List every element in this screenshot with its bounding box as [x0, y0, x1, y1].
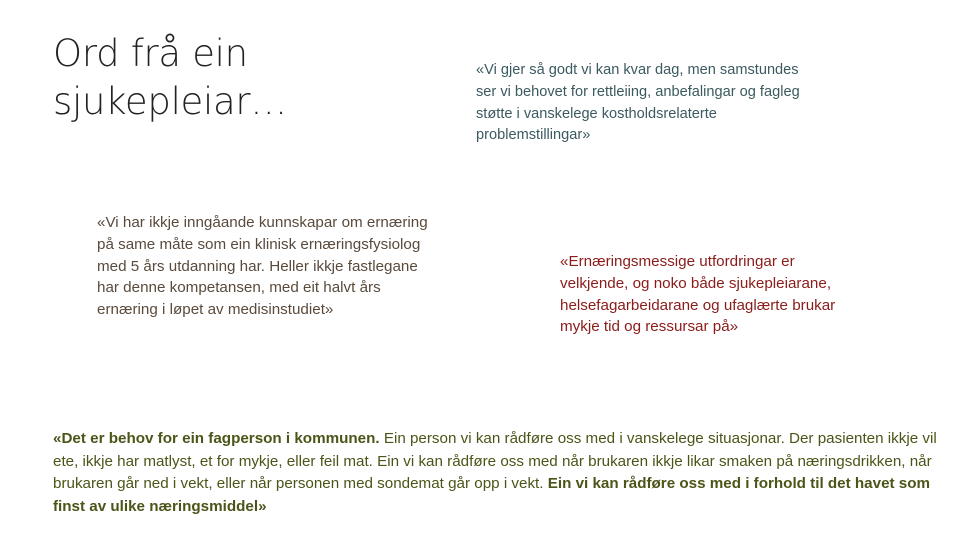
quote-bottom [53, 428, 943, 518]
quote-bottom-bold-end: Ein vi kan rådføre oss med i forhold til det havet som finst av ulike næringsmiddel» [53, 475, 931, 515]
quote-right: «Ernæringsmessige utfordringar er velkjende, og noko både sjukepleiarane, helsefagarbeidarane og ufaglærte brukar mykje tid og ressursar på» [560, 253, 836, 336]
quote-left: «Vi har ikkje inngåande kunnskapar om ernæring på same måte som ein klinisk ernæringsfysiolog med 5 års utdanning har. Heller ikkje fastlegane har denne kompetansen, med eit halvt års ernæring i løpet av medisinstudiet» [97, 214, 428, 319]
slide-title: Ord frå ein sjukepleiar… [53, 32, 287, 123]
quote-top-right: «Vi gjer så godt vi kan kvar dag, men samstundes ser vi behovet for rettleiing, anbefalingar og fagleg støtte i vanskelege kostholdsrelaterte problemstillingar» [476, 62, 800, 144]
quote-bottom-middle: Ein person vi kan rådføre oss med i vanskelege situasjonar. Der pasienten ikkje vil ete, ikkje har matlyst, et for mykje, eller feil mat. Ein vi kan rådføre oss med når brukaren ikkje likar smaken på næringsdrikken, når brukaren går ned i vekt, eller når personen med sondemat går opp i vekt. [53, 430, 937, 492]
quote-bottom-bold-start: «Det er behov for ein fagperson i kommunen. [53, 430, 380, 447]
